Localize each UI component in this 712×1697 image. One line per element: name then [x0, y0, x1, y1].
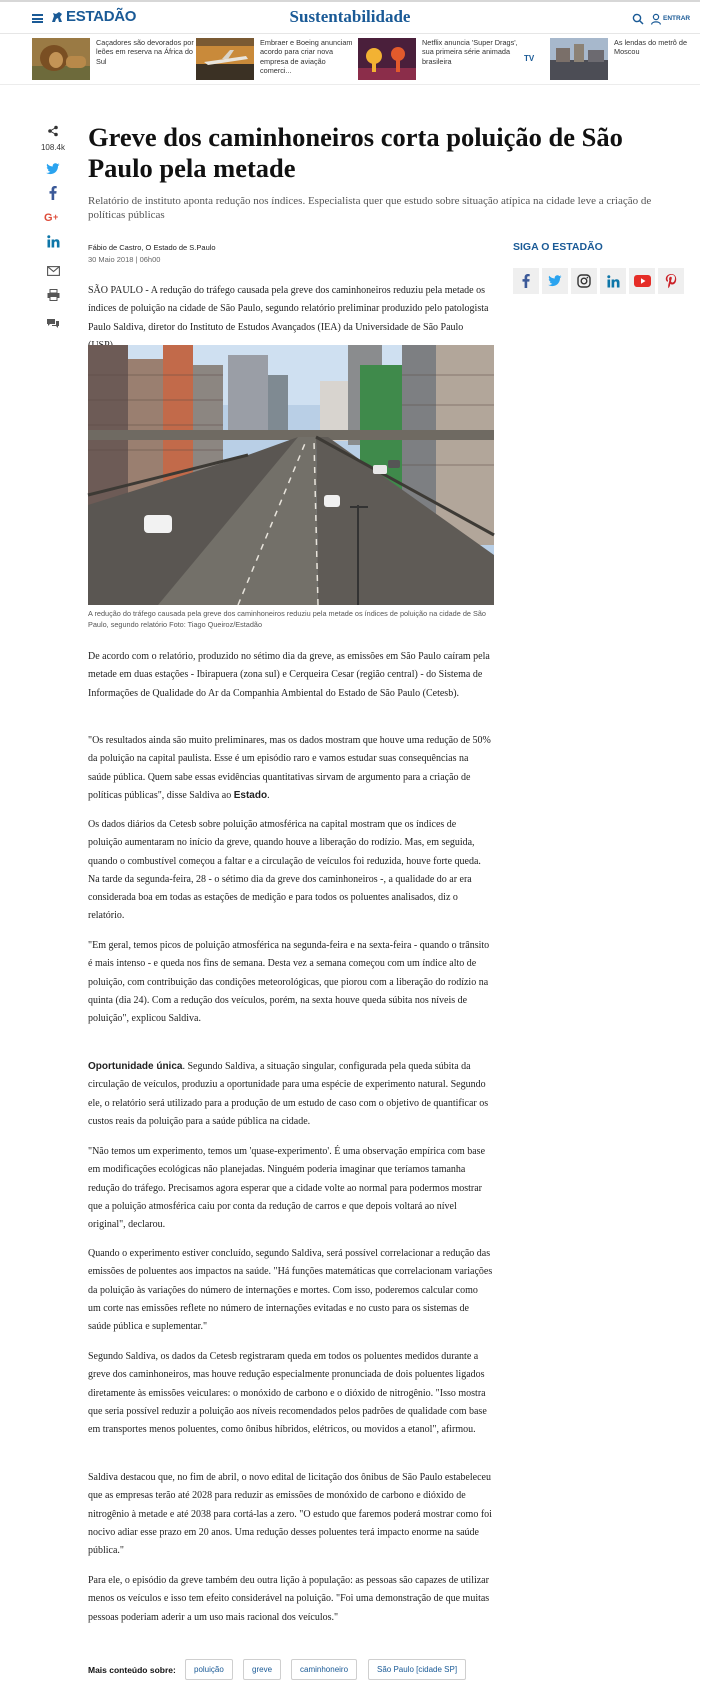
svg-text:G: G	[44, 212, 53, 224]
article-headline: Greve dos caminhoneiros corta poluição de São Paulo pela metade	[88, 122, 623, 183]
email-icon	[47, 266, 60, 276]
article-paragraph: Segundo Saldiva, os dados da Cetesb registraram queda em todos os poluentes medidos durante a greve dos caminhoneiros, mas houve redução especialmente pronunciada de dois poluentes ligados diretamente às emissões veiculares: o monóxido de carbono e o dióxido de nitrogênio. "Isso mostra que seria possível reduzir a poluição aos níveis recomendados pelos padrões de qualidade com base em transportes menos poluentes, como ônibus híbridos, elétricos, ou movidos a etanol", afirmou.	[88, 1351, 487, 1436]
article-paragraph	[88, 1058, 493, 1131]
teaser-item[interactable]	[196, 38, 358, 80]
googleplus-share-button[interactable]	[44, 208, 62, 226]
teaser-text: Netflix anuncia 'Super Drags', sua primeira série animada brasileira	[422, 38, 518, 66]
email-share-button[interactable]	[44, 262, 62, 280]
pinterest-icon	[665, 274, 677, 288]
youtube-icon	[634, 275, 651, 287]
article-date: 30 Maio 2018 | 06h00	[88, 255, 161, 264]
article-subheadline: Relatório de instituto aponta redução nos índices. Especialista quer que estudo sobre situação atípica na cidade leve a criação de políticas públicas	[88, 195, 652, 221]
twitter-icon	[46, 163, 60, 175]
article-paragraph: Saldiva destacou que, no fim de abril, o novo edital de licitação dos ônibus de São Paulo estabeleceu que as empresas terão até 2028 para reduzir as emissões de monóxido de carbono e dióxido de nitrogênio à metade e até 2038 para cortá-las a zero. "O estudo que faremos poderá mostrar como foi nocivo adiar esse prazo em 20 anos. Uma redução desses poluentes terá impacto enorme na saúde pública."	[88, 1472, 492, 1557]
follow-twitter-button[interactable]	[542, 268, 568, 294]
related-tags-label: Mais conteúdo sobre:	[88, 1665, 176, 1675]
share-count: 108.4k	[40, 143, 66, 152]
teaser-item[interactable]	[550, 38, 712, 80]
teaser-lion-image	[32, 38, 90, 80]
article-paragraph	[88, 732, 493, 805]
teaser-text: As lendas do metrô de Moscou	[614, 38, 688, 57]
paragraph-end: .	[267, 789, 270, 801]
follow-youtube-button[interactable]	[629, 268, 655, 294]
tv-badge: TV	[524, 54, 535, 63]
paragraph-text: . Segundo Saldiva, a situação singular, configurada pela queda súbita da circulação de veículos, produziu a oportunidade para uma espécie de experimento natural. Segundo ele, o relatório será utilizado para a produção de um estudo de caso com o objetivo de quantificar os custos reais da poluição para a saúde pública na cidade.	[88, 1061, 489, 1127]
top-header	[0, 0, 700, 34]
facebook-icon	[522, 274, 530, 288]
teaser-animation-image	[358, 38, 416, 80]
follow-pinterest-button[interactable]	[658, 268, 684, 294]
logo-text: ESTADÃO	[66, 8, 137, 25]
teaser-metro-image	[550, 38, 608, 80]
facebook-share-button[interactable]	[44, 184, 62, 202]
article-intro: SÃO PAULO - A redução do tráfego causada pela greve dos caminhoneiros reduziu pela metade os índices de poluição na cidade de São Paulo, segundo relatório preliminar produzido pelo patologista Paulo Saldiva, diretor do Instituto de Estudos Avançados (IEA) da Universidade de São Paulo	[88, 285, 489, 333]
user-icon[interactable]	[650, 13, 662, 25]
svg-text:+: +	[53, 212, 59, 222]
twitter-share-button[interactable]	[44, 160, 62, 178]
follow-instagram-button[interactable]	[571, 268, 597, 294]
article-byline: Fábio de Castro, O Estado de S.Paulo	[88, 243, 216, 252]
article-paragraph: "Não temos um experimento, temos um 'quase-experimento'. É uma observação empírica com base em modificações ecológicas não planejadas. Ninguém poderia imaginar que teríamos tamanha redução do tráfego. Precisamos agora esperar que a cidade volte ao normal para podermos mostrar que a poluição atmosférica caiu por conta da redução de carros e que depois voltará ao nível original", declarou.	[88, 1146, 486, 1231]
instagram-icon	[577, 274, 591, 288]
login-link[interactable]: ENTRAR	[663, 15, 691, 22]
linkedin-share-button[interactable]	[44, 232, 62, 250]
follow-linkedin-button[interactable]	[600, 268, 626, 294]
article-paragraph: Os dados diários da Cetesb sobre poluição atmosférica na capital mostram que os índices de poluição aumentaram no início da greve, quando houve a liberação do rodízio. Mas, em seguida, quando o combustível começou a faltar e a circulação de veículos foi reduzida, houve forte queda. Na tarde da segunda-feira, 28 - o sétimo dia da greve dos caminhoneiros -, a qualidade do ar era considerada boa em todas as estações de medição e para todos os poluentes analisados, diz o relatório.	[88, 819, 481, 922]
twitter-icon	[548, 275, 562, 287]
article-paragraph: Quando o experimento estiver concluído, segundo Saldiva, será possível correlacionar a redução das emissões de poluentes aos impactos na saúde. "Há funções matemáticas que correlacionam variações da poluição às variações do número de internações e mortes. Com isso, poderemos calcular como um corte nas emissões reflete no número de internações evitadas e no custo para os sistemas de saúde pública e suplementar."	[88, 1248, 493, 1333]
facebook-icon	[49, 186, 57, 200]
teaser-text: Embraer e Boeing anunciam acordo para criar nova empresa de aviação comerci...	[260, 38, 353, 76]
article-paragraph: De acordo com o relatório, produzido no sétimo dia da greve, as emissões em São Paulo caíram pela metade em duas estações - Ibirapuera (zona sul) e Cerqueira Cesar (região central) - do Sistema de Informações de Qualidade do Ar da Companhia Ambiental do Estado de São Paulo (Cetesb).	[88, 651, 490, 699]
share-counter[interactable]	[38, 124, 68, 152]
tag-link[interactable]: greve	[243, 1659, 281, 1680]
paragraph-text: "Os resultados ainda são muito preliminares, mas os dados mostram que houve uma redução de 50% da poluição na capital paulista. Esse é um episódio raro e vamos estudar suas consequências na saúde pública. Quem sabe essas evidências quantitativas sirvam de argumento para a criação de políticas públicas", disse Saldiva ao	[88, 735, 491, 801]
comments-button[interactable]	[44, 314, 62, 332]
photo-caption: A redução do tráfego causada pela greve dos caminhoneiros reduziu pela metade os índices de poluição na cidade de São Paulo, segundo relatório Foto: Tiago Queiroz/Estadão	[88, 609, 486, 629]
teaser-strip	[0, 35, 700, 85]
linkedin-icon	[47, 235, 60, 248]
comments-icon	[46, 318, 60, 329]
article-paragraph: Para ele, o episódio da greve também deu outra lição à população: as pessoas são capazes de utilizar menos os veículos e isso tem efeito considerável na poluição. "Foi uma demonstração de que muitas pessoas poderiam aderir a um uso mais racional dos veículos."	[88, 1575, 490, 1623]
share-icon[interactable]	[47, 125, 59, 137]
article-paragraph: "Em geral, temos picos de poluição atmosférica na segunda-feira e na sexta-feira - quando o trânsito é mais intenso - e queda nos fins de semana. Desta vez a semana começou com um índice alto de poluição, com contribuição das condições meteorológicas, que piorou com a liberação do rodízio na quinta (dia 24). Com a redução dos veículos, porém, na sexta houve queda súbita nos níveis de poluição", explicou Saldiva.	[88, 940, 490, 1025]
linkedin-icon	[607, 275, 620, 288]
teaser-airplane-image	[196, 38, 254, 80]
print-icon	[47, 289, 60, 301]
googleplus-icon	[44, 211, 62, 223]
follow-title: SIGA O ESTADÃO	[513, 241, 603, 253]
article-photo-viaduct[interactable]	[88, 345, 494, 605]
search-icon[interactable]	[632, 13, 644, 25]
follow-facebook-button[interactable]	[513, 268, 539, 294]
subheading-inline: Oportunidade única	[88, 1061, 183, 1072]
teaser-item[interactable]	[32, 38, 194, 80]
print-button[interactable]	[44, 286, 62, 304]
publication-link[interactable]: Estado	[233, 789, 268, 801]
tag-link[interactable]: poluição	[185, 1659, 233, 1680]
tag-link[interactable]: caminhoneiro	[291, 1659, 357, 1680]
tag-link[interactable]: São Paulo [cidade SP]	[368, 1659, 466, 1680]
teaser-text: Caçadores são devorados por leões em reserva na África do Sul	[96, 38, 194, 66]
section-title[interactable]: Sustentabilidade	[289, 7, 411, 26]
teaser-item[interactable]	[358, 38, 520, 80]
